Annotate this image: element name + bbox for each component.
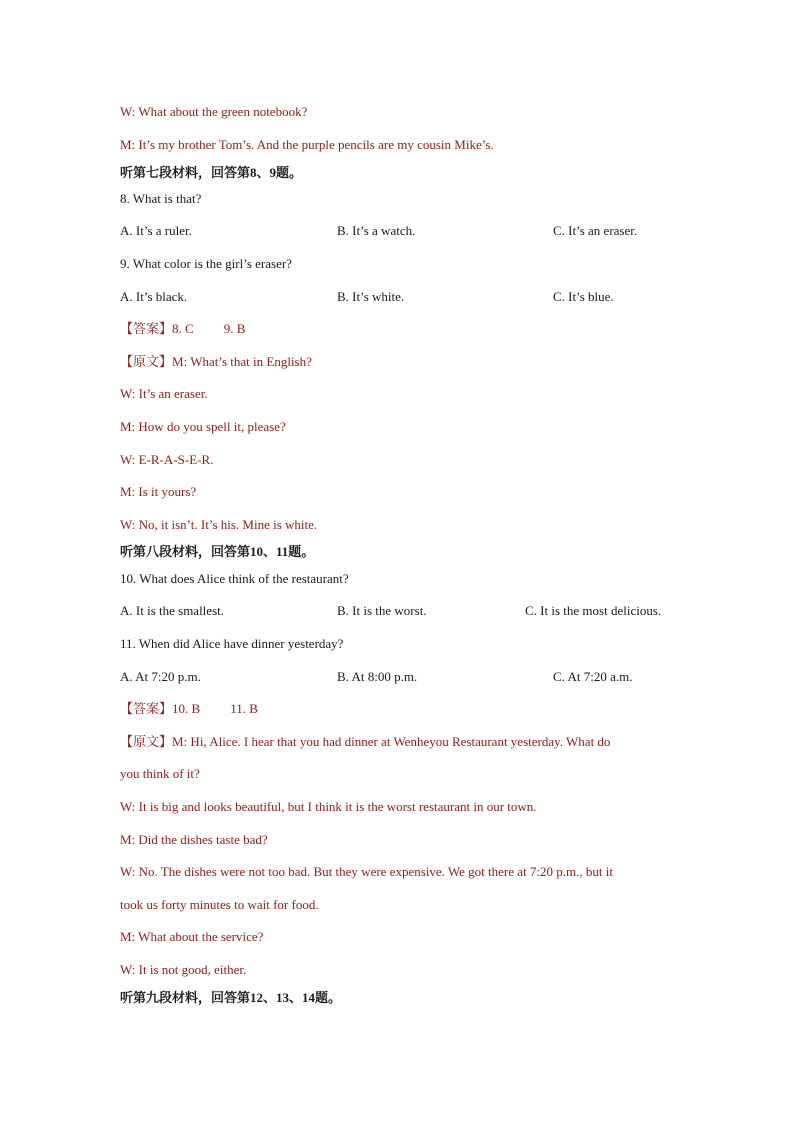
answer-line [120,321,245,337]
question-9: 9. What color is the girl’s eraser? [120,256,292,271]
question-10: 10. What does Alice think of the restaurant? [120,571,349,586]
transcript-line: W: No. The dishes were not too bad. But they were expensive. We got there at 7:20 p.m., but it [120,864,613,879]
answer-value: 9. B [223,321,246,336]
answer-value: 8. C [172,321,194,336]
transcript-line: M: How do you spell it, please? [120,419,286,434]
transcript-line: M: Did the dishes taste bad? [120,832,268,847]
transcript-line: M: Is it yours? [120,484,197,499]
answer-value: 10. B [172,701,201,716]
transcript-line: M: What about the service? [120,929,264,944]
option-10b: B. It is the worst. [337,603,427,618]
question-11: 11. When did Alice have dinner yesterday? [120,636,344,651]
option-11a: A. At 7:20 p.m. [120,669,201,684]
option-9b: B. It’s white. [337,289,405,304]
transcript-text: M: What’s that in English? [172,354,312,369]
option-8c: C. It’s an eraser. [553,223,638,238]
option-10c: C. It is the most delicious. [525,603,662,618]
transcript-line: M: It’s my brother Tom’s. And the purple pencils are my cousin Mike’s. [120,137,494,152]
original-tag: 【原文】 [120,734,173,749]
transcript-line: W: It is big and looks beautiful, but I think it is the worst restaurant in our town. [120,799,537,814]
answer-line [120,701,258,717]
transcript-line: W: It’s an eraser. [120,386,208,401]
transcript-text: M: Hi, Alice. I hear that you had dinner at Wenheyou Restaurant yesterday. What do [172,734,611,749]
option-9c: C. It’s blue. [553,289,614,304]
transcript-line: W: It is not good, either. [120,962,247,977]
transcript-line: W: E-R-A-S-E-R. [120,452,214,467]
transcript-line: you think of it? [120,766,200,781]
transcript-line: W: No, it isn’t. It’s his. Mine is white. [120,517,318,532]
option-10a: A. It is the smallest. [120,603,224,618]
section-heading: 听第七段材料，回答第8、9题。 [120,165,303,180]
answer-value: 11. B [230,701,258,716]
answer-tag: 【答案】 [120,321,173,336]
option-9a: A. It’s black. [120,289,188,304]
original-text-line [120,354,312,370]
original-tag: 【原文】 [120,354,173,369]
option-8a: A. It’s a ruler. [120,223,192,238]
original-text-line [120,734,610,750]
option-11b: B. At 8:00 p.m. [337,669,418,684]
transcript-line: took us forty minutes to wait for food. [120,897,319,912]
option-8b: B. It’s a watch. [337,223,416,238]
answer-tag: 【答案】 [120,701,173,716]
option-11c: C. At 7:20 a.m. [553,669,633,684]
section-heading: 听第八段材料，回答第10、11题。 [120,544,315,559]
question-8: 8. What is that? [120,191,202,206]
section-heading: 听第九段材料，回答第12、13、14题。 [120,990,342,1005]
transcript-line: W: What about the green notebook? [120,104,308,119]
